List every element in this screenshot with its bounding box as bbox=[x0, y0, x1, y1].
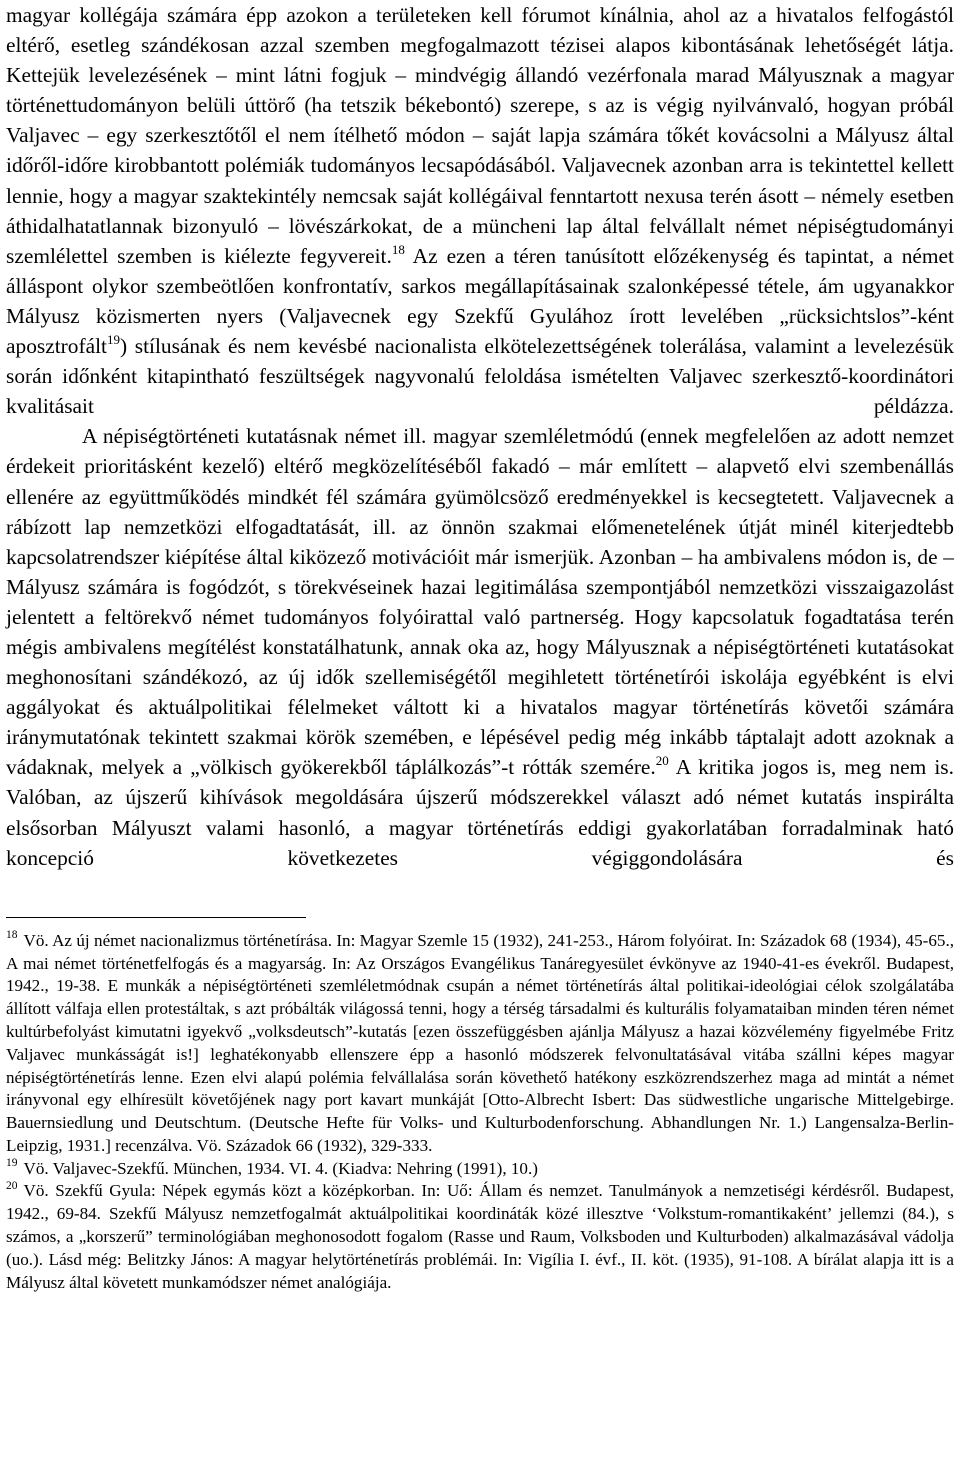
document-page bbox=[6, 0, 954, 1294]
footnote-text: Vö. Szekfű Gyula: Népek egymás közt a középkorban. In: Uő: Állam és nemzet. Tanulmányok a nemzetiségi kérdésről. Budapest, 1942., 69-84. Szekfű Mályusz nemzetfogalmát aktuálpolitikai koordináták közé illesztve ‘Volkstum-romantikaként’ jellemzi (84.), s számos, a „korszerű” terminológiában meghonosodott fogalom (Rasse und Raum, Volksboden und Kulturboden) alkalmazásával vádolja (uo.). Lásd még: Belitzky János: A magyar helytörténetírás problémái. In: Vigília I. évf., II. köt. (1935), 91-108. A bírálat alapja itt is a Mályusz által követett munkamódszer német analógiája. bbox=[6, 1181, 954, 1292]
paragraph-1-text-part-3: ) stílusának és nem kevésbé nacionalista elkötelezettségének tolerálása, valamint a levelezésük során időnként kitapintható feszültségek nagyvonalú feloldása ismételten Valjavec szerkesztő-koordinátori kvalitásait példázza. bbox=[6, 334, 954, 419]
footnote-ref-20[interactable]: 20 bbox=[655, 753, 669, 769]
footnote-20 bbox=[6, 1180, 954, 1294]
body-paragraph-1 bbox=[6, 0, 954, 421]
body-paragraph-2 bbox=[6, 421, 954, 872]
paragraph-2-text-part-2: A kritika jogos is, meg nem is. Valóban, az újszerű kihívások megoldására újszerű módszerekkel választ adó német kutatás inspirálta elsősorban Mályuszt valami hasonló, a magyar történetírás eddigi gyakorlatában forradalminak ható koncepció következetes végiggondolására és bbox=[6, 755, 954, 870]
footnotes-section bbox=[6, 930, 954, 1295]
paragraph-2-text-part-1: A népiségtörténeti kutatásnak német ill. magyar szemléletmódú (ennek megfelelően az adott nemzet érdekeit prioritásként kezelő) eltérő megközelítéséből fakadó – már említett – alapvető elvi szembenállás ellenére az együttműködés mindkét fél számára gyümölcsöző eredményekkel is kecsegtetett. Valjavecnek a rábízott lap nemzetközi elfogadtatását, ill. az önnön szakmai előmenetelének útját minél kiterjedtebb kapcsolatrendszer kiépítése által kiközező motivációit már ismerjük. Azonban – ha ambivalens módon is, de – Mályusz számára is fogódzót, s törekvéseinek hazai legitimálása szempontjából nemzetközi visszaigazolást jelentett a feltörekvő német tudományos folyóirattal való partnerség. Hogy kapcsolatuk fogadtatása terén mégis ambivalens megítélést konstatálhatunk, annak oka az, hogy Mályusznak a népiségtörténeti kutatásokat meghonosítani szándékozó, az új idők szellemiségétől megihletett történetírói iskolája egyébként is elvi aggályokat és aktuálpolitikai félelmeket váltott ki a hivatalos magyar történetírás követői számára iránymutatónak tekintett szakmai körök szemében, e lépésével pedig még inkább táptalajt adott azoknak a vádaknak, melyek a „völkisch gyökerekből táplálkozás”-t rótták szemére. bbox=[6, 424, 954, 780]
footnote-18 bbox=[6, 930, 954, 1158]
footnote-separator bbox=[6, 917, 306, 918]
footnote-number: 19 bbox=[6, 1157, 18, 1169]
footnote-text: Vö. Az új német nacionalizmus történetírása. In: Magyar Szemle 15 (1932), 241-253., Három folyóirat. In: Századok 68 (1934), 45-65., A mai német történetfelfogás és a magyarság. In: Az Országos Evangélikus Tanáregyesület évkönyve az 1940-41-es évekről. Budapest, 1942., 19-38. E munkák a népiségtörténeti szemléletmódnak csupán a német történetírás által politikai-ideológiai célok szolgálatába állított válfaja ellen protestáltak, s azt próbálták világossá tenni, hogy a térség társadalmi és kulturális folyamataiban minden téren német kultúrbefolyást kimutatni igyekvő „volksdeutsch”-kutatás [ezen összefüggésben ajánlja Mályusz a hazai közvélemény figyelmébe Fritz Valjavec munkásságát is!] leghatékonyabb ellenszere épp a hasonló módszerek felvonultatásával vitába szállni képes magyar népiségtörténetírás lenne. Ezen elvi alapú polémia felvállalása során követhető hatékony eszközrendszerhez maga ad mintát a német irányvonal egy elhíresült követőjének nagy port kavart munkáját [Otto-Albrecht Isbert: Das südwestliche ungarische Mittelgebirge. Bauernsiedlung und Deutschtum. (Deutsche Hefte für Volks- und Kulturbodenforschung. Abhandlungen Nr. 1.) Langensalza-Berlin-Leipzig, 1931.] recenzálva. Vö. Századok 66 (1932), 329-333. bbox=[6, 930, 954, 1155]
paragraph-1-text-part-2: Az ezen a téren tanúsított előzékenység és tapintat, a német álláspont olykor szembeötlően konfrontatív, sarkos megállapításainak szalonképessé tétele, ám ugyanakkor Mályusz közismerten nyers (Valjavecnek egy Szekfű Gyulához írott levelében „rücksichtslos”-ként aposztrofált bbox=[6, 243, 954, 359]
footnote-ref-18[interactable]: 18 bbox=[391, 241, 405, 257]
footnote-text: Vö. Valjavec-Szekfű. München, 1934. VI. 4. (Kiadva: Nehring (1991), 10.) bbox=[23, 1158, 538, 1178]
footnote-19 bbox=[6, 1158, 954, 1181]
footnote-number: 18 bbox=[6, 929, 18, 942]
footnote-ref-19[interactable]: 19 bbox=[106, 331, 120, 347]
footnote-number: 20 bbox=[6, 1179, 18, 1192]
paragraph-1-text-part-1: magyar kollégája számára épp azokon a területeken kell fórumot kínálnia, ahol az a hivatalos felfogástól eltérő, esetleg szándékosan azzal szemben megfogalmazott tézisei alapos kibontásának lehetőségét látja. Kettejük levelezésének – mint látni fogjuk – mindvégig állandó vezérfonala marad Mályusznak a magyar történettudományon belüli úttörő (ha tetszik békebontó) szerepe, s az is végig nyilvánvaló, hogyan próbál Valjavec – egy szerkesztőtől el nem ítélhető módon – saját lapja számára tőkét kovácsolni a Mályusz által időről-időre kirobbantott polémiák tudományos lecsapódásából. Valjavecnek azonban arra is tekintettel kellett lennie, hogy a magyar szaktekintély nemcsak saját kollégáival fenntartott nexusa terén ásott – némely esetben áthidalhatatlannak bizonyuló – lövészárkokat, de a müncheni lap által felvállalt német népiségtudományi szemlélettel szemben is kiélezte fegyvereit. bbox=[6, 3, 954, 268]
